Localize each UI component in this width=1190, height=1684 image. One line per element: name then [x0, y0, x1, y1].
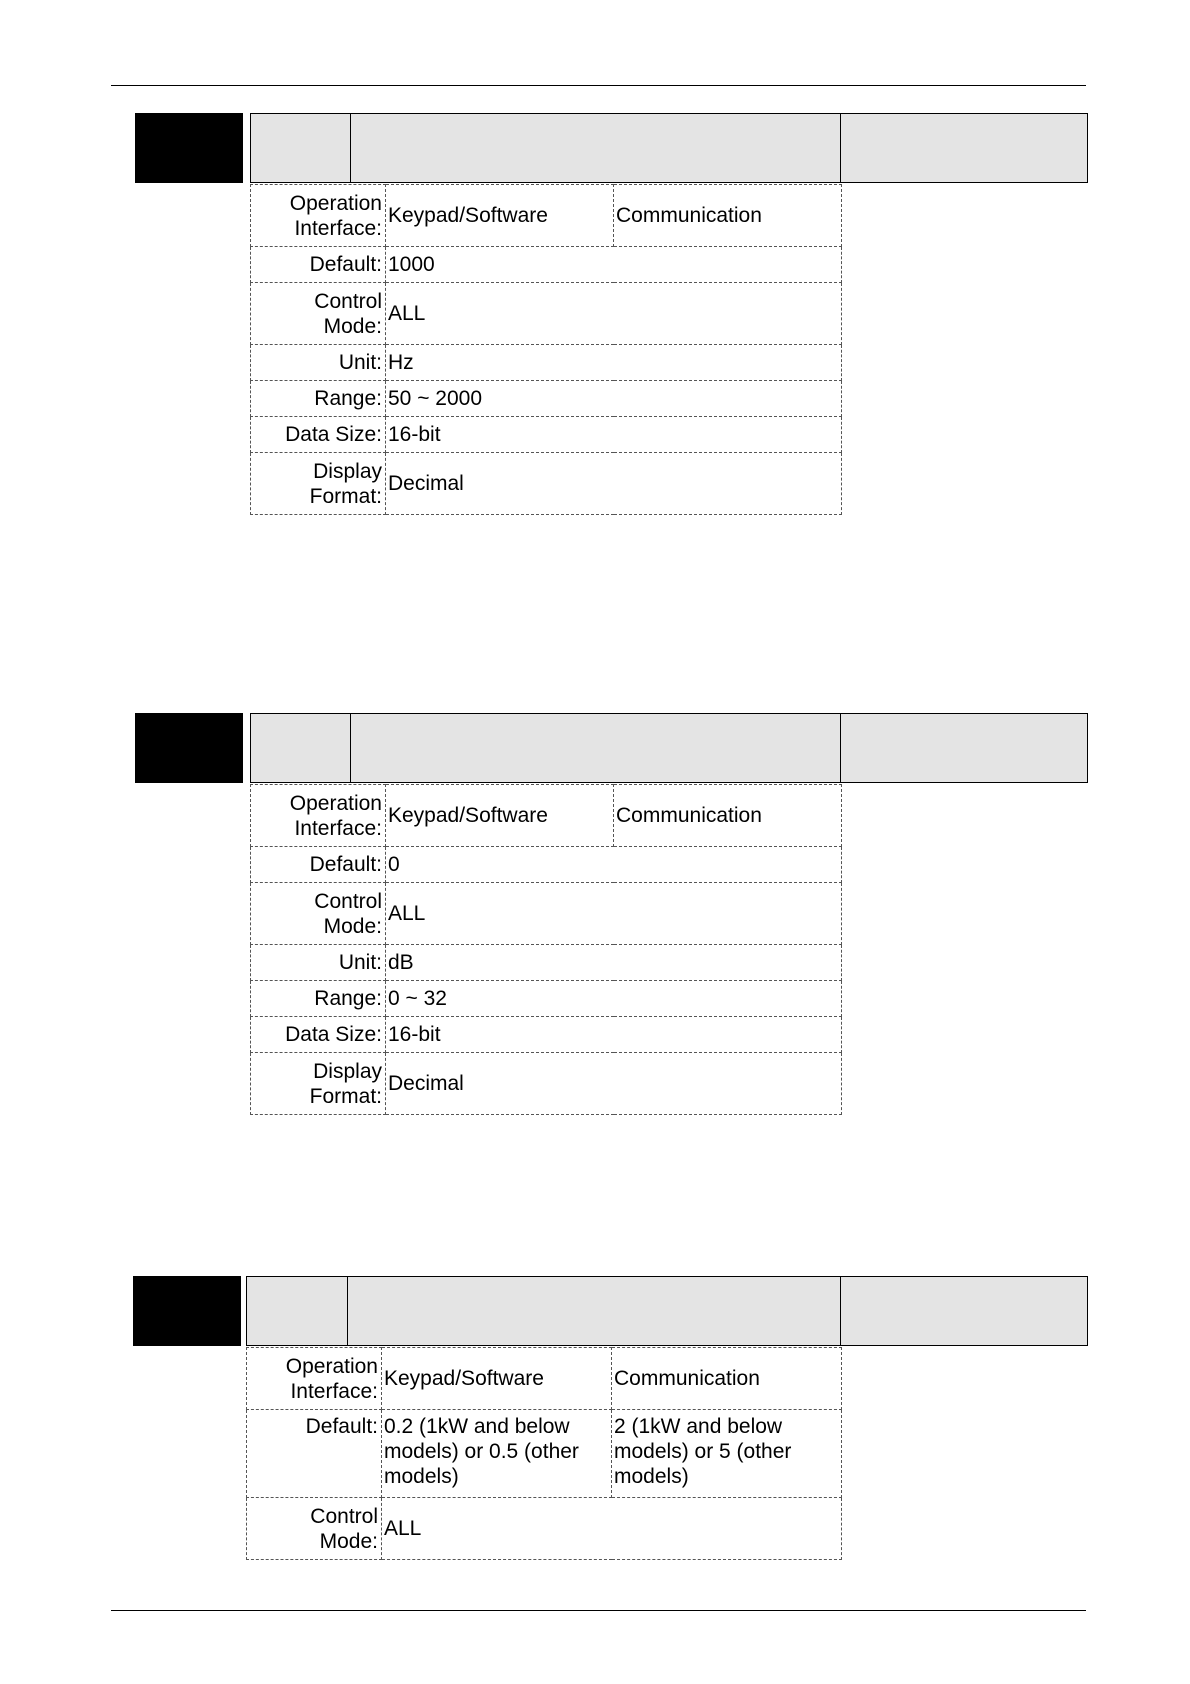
label: Display Format: [251, 453, 386, 515]
label: Operation Interface: [247, 1348, 382, 1410]
label: Unit: [251, 345, 386, 381]
parameter-header-cell-1 [246, 1276, 348, 1346]
row-control-mode [247, 1498, 842, 1560]
label: Default: [247, 1410, 382, 1498]
value: 0 ~ 32 [386, 981, 842, 1017]
row-default [251, 247, 842, 283]
label: Default: [251, 847, 386, 883]
parameter-header-cell-1 [250, 713, 351, 783]
row-default [247, 1410, 842, 1498]
value: Decimal [386, 453, 842, 515]
value: ALL [382, 1498, 842, 1560]
label: Control Mode: [251, 283, 386, 345]
label: Control Mode: [247, 1498, 382, 1560]
label: Range: [251, 981, 386, 1017]
value: 2 (1kW and below models) or 5 (other models) [612, 1410, 842, 1498]
label: Display Format: [251, 1053, 386, 1115]
row-unit [251, 345, 842, 381]
parameter-tag [133, 1276, 241, 1346]
value: 0.2 (1kW and below models) or 0.5 (other models) [382, 1410, 612, 1498]
parameter-header-cell-2 [350, 713, 841, 783]
parameter-header-cell-1 [250, 113, 351, 183]
value: 50 ~ 2000 [386, 381, 842, 417]
row-range [251, 981, 842, 1017]
row-operation-interface [251, 185, 842, 247]
row-range [251, 381, 842, 417]
label: Control Mode: [251, 883, 386, 945]
row-data-size [251, 417, 842, 453]
footer-rule [111, 1610, 1086, 1611]
row-display-format [251, 1053, 842, 1115]
value: dB [386, 945, 842, 981]
parameter-tag [135, 113, 243, 183]
value: Communication [614, 185, 842, 247]
value: ALL [386, 883, 842, 945]
value: Communication [612, 1348, 842, 1410]
label: Default: [251, 247, 386, 283]
row-control-mode [251, 883, 842, 945]
row-control-mode [251, 283, 842, 345]
parameter-table [250, 784, 842, 1115]
value: Keypad/Software [386, 185, 614, 247]
label: Range: [251, 381, 386, 417]
value: Keypad/Software [386, 785, 614, 847]
label: Data Size: [251, 417, 386, 453]
parameter-header-cell-3 [840, 713, 1088, 783]
label: Operation Interface: [251, 185, 386, 247]
header-rule [111, 85, 1086, 86]
label: Unit: [251, 945, 386, 981]
row-default [251, 847, 842, 883]
value: ALL [386, 283, 842, 345]
parameter-tag [135, 713, 243, 783]
parameter-header-cell-3 [840, 1276, 1088, 1346]
value: 16-bit [386, 417, 842, 453]
parameter-table [246, 1347, 842, 1560]
value: 1000 [386, 247, 842, 283]
row-operation-interface [247, 1348, 842, 1410]
row-display-format [251, 453, 842, 515]
parameter-header-cell-2 [347, 1276, 841, 1346]
value: Communication [614, 785, 842, 847]
label: Operation Interface: [251, 785, 386, 847]
row-data-size [251, 1017, 842, 1053]
parameter-header-cell-2 [350, 113, 841, 183]
value: Keypad/Software [382, 1348, 612, 1410]
value: 0 [386, 847, 842, 883]
label: Data Size: [251, 1017, 386, 1053]
value: Hz [386, 345, 842, 381]
parameter-table [250, 184, 842, 515]
value: Decimal [386, 1053, 842, 1115]
value: 16-bit [386, 1017, 842, 1053]
row-unit [251, 945, 842, 981]
parameter-header-cell-3 [840, 113, 1088, 183]
row-operation-interface [251, 785, 842, 847]
